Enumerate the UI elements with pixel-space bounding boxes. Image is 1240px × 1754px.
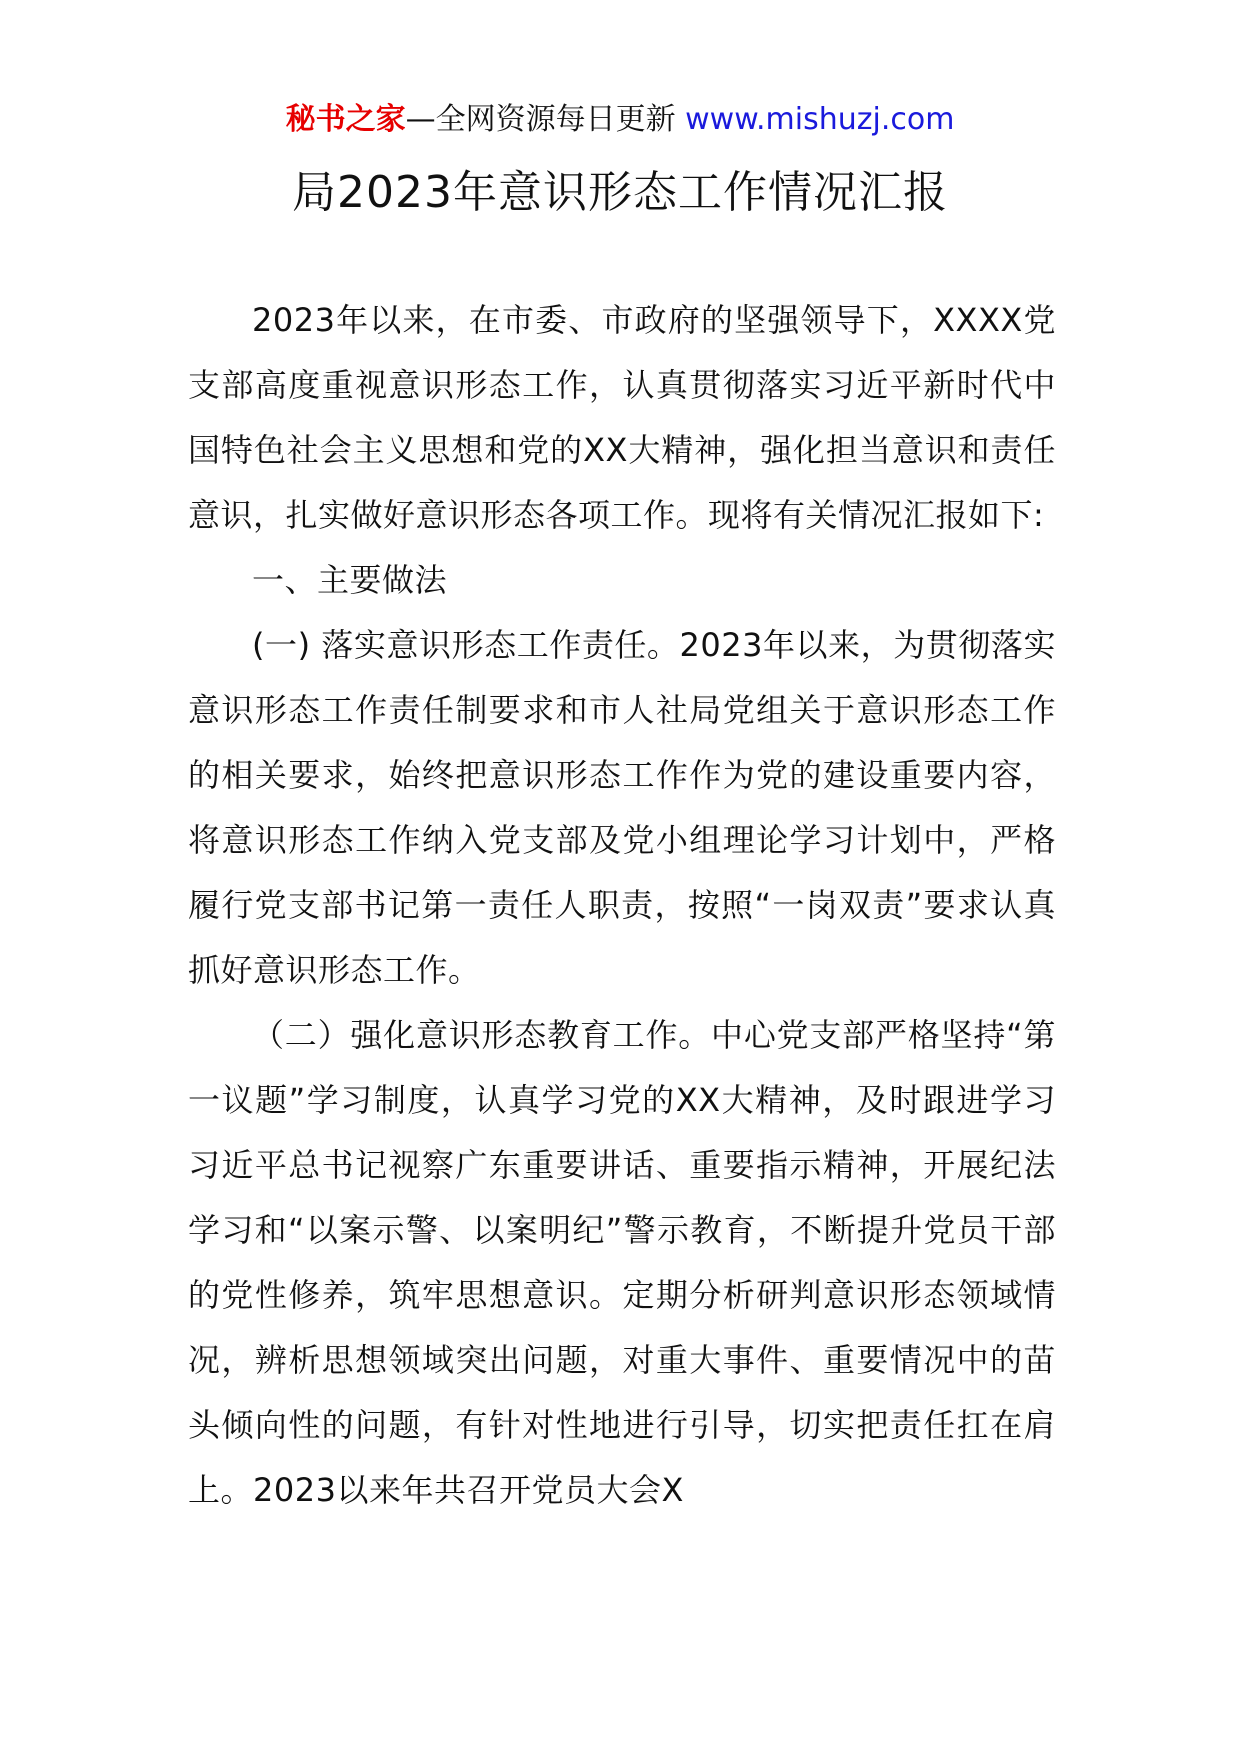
- section-heading: 一、主要做法: [252, 561, 448, 599]
- document-body: [188, 288, 1056, 1523]
- site-banner: [0, 100, 1240, 140]
- banner-url-link[interactable]: www.mishuzj.com: [685, 102, 955, 137]
- banner-tagline: —全网资源每日更新: [405, 102, 676, 137]
- paragraph-education: （二）强化意识形态教育工作。中心党支部严格坚持“第一议题”学习制度，认真学习党的XX大精神，及时跟进学习习近平总书记视察广东重要讲话、重要指示精神，开展纪法学习和“以案示警、以案明纪”警示教育，不断提升党员干部的党性修养，筑牢思想意识。定期分析研判意识形态领域情况，辨析思想领域突出问题，对重大事件、重要情况中的苗头倾向性的问题，有针对性地进行引导，切实把责任扛在肩上。2023以来年共召开党员大会X: [188, 1016, 1056, 1509]
- paragraph-responsibility: (一) 落实意识形态工作责任。2023年以来，为贯彻落实意识形态工作责任制要求和市人社局党组关于意识形态工作的相关要求，始终把意识形态工作作为党的建设重要内容，将意识形态工作纳入党支部及党小组理论学习计划中，严格履行党支部书记第一责任人职责，按照“一岗双责”要求认真抓好意识形态工作。: [188, 626, 1056, 989]
- document-title: 局2023年意识形态工作情况汇报: [292, 167, 948, 218]
- brand-name: 秘书之家: [285, 102, 406, 137]
- intro-paragraph: 2023年以来，在市委、市政府的坚强领导下，XXXX党支部高度重视意识形态工作，认真贯彻落实习近平新时代中国特色社会主义思想和党的XX大精神，强化担当意识和责任意识，扎实做好意识形态各项工作。现将有关情况汇报如下:: [188, 301, 1056, 534]
